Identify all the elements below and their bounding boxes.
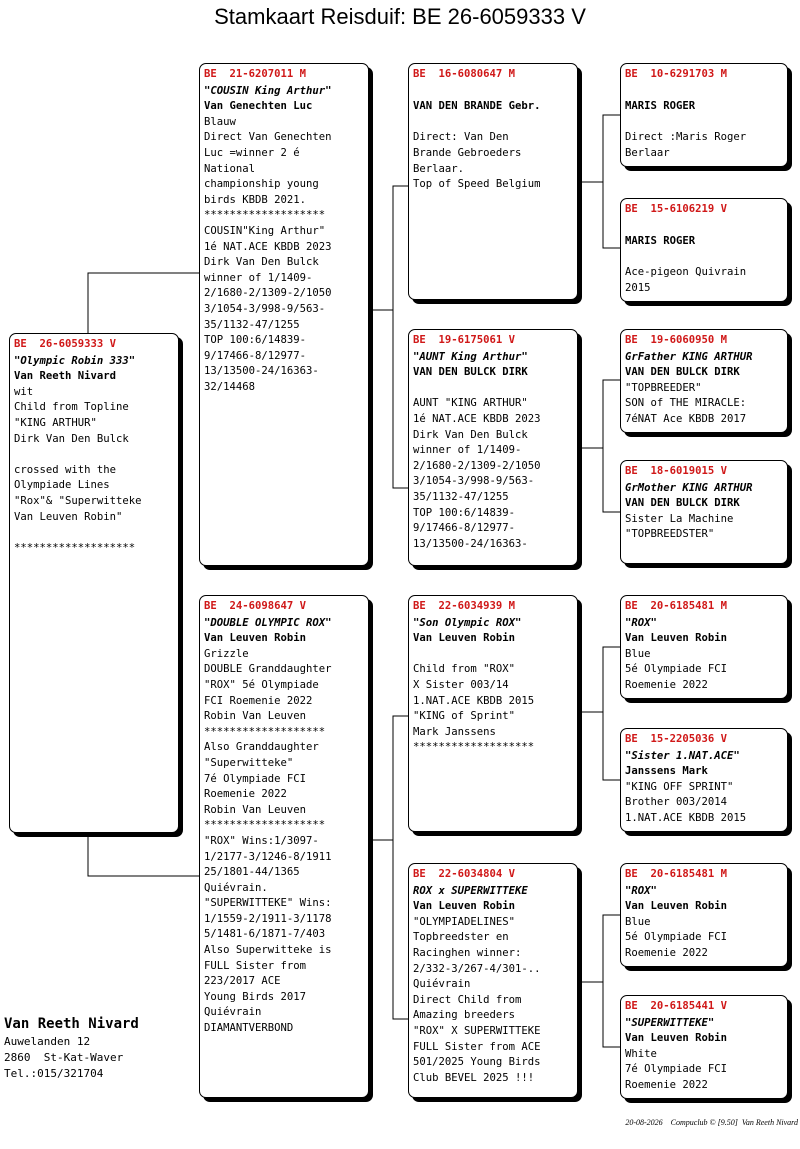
detail-line: Child from "ROX" <box>413 663 516 676</box>
detail-line: ROX x SUPERWITTEKE <box>413 884 528 897</box>
detail-line: winner of 1/1409- <box>204 271 313 284</box>
detail-line: 35/1132-47/1255 <box>413 490 509 503</box>
detail-line: "ROX" Wins:1/3097- <box>204 834 319 847</box>
detail-line: "AUNT King Arthur" <box>413 350 528 363</box>
detail-line: 5é Olympiade FCI <box>625 931 728 944</box>
detail-line: Direct: Van Den <box>413 131 509 144</box>
detail-line: Dirk Van Den Bulck <box>14 432 129 445</box>
detail-line: 9/17466-8/12977- <box>413 522 516 535</box>
detail-line: 7éNAT Ace KBDB 2017 <box>625 412 747 425</box>
ring-number: BE 20-6185481 M <box>625 868 728 880</box>
owner-street: Auwelanden 12 <box>4 1035 91 1048</box>
pigeon-details <box>625 616 783 694</box>
ring-number: BE 24-6098647 V <box>204 600 307 612</box>
ring-number: BE 20-6185481 M <box>625 600 728 612</box>
detail-line: MARIS ROGER <box>625 235 696 248</box>
detail-line: "Olympic Robin 333" <box>14 354 136 367</box>
detail-line: Van Leuven Robin <box>625 900 728 913</box>
grandmother-maternal-card <box>408 863 578 1098</box>
detail-line: Also Granddaughter <box>204 741 319 754</box>
detail-line: "OLYMPIADELINES" <box>413 915 516 928</box>
pigeon-details <box>625 1016 783 1094</box>
detail-line <box>625 219 783 235</box>
detail-line: Berlaar <box>625 146 670 159</box>
detail-line: ******************* <box>413 741 535 754</box>
detail-line: 5é Olympiade FCI <box>625 663 728 676</box>
great-grandparent-card <box>620 595 788 699</box>
detail-line: "ROX" <box>625 884 657 897</box>
great-grandparent-card <box>620 198 788 302</box>
detail-line: Ace-pigeon Quivrain <box>625 266 747 279</box>
detail-line <box>625 115 783 131</box>
detail-line: Blue <box>625 647 651 660</box>
detail-line: ******************* <box>204 209 326 222</box>
detail-line <box>413 115 573 131</box>
detail-line: Robin Van Leuven <box>204 710 307 723</box>
ring-number: BE 15-2205036 V <box>625 733 728 745</box>
detail-line: 1.NAT.ACE KBDB 2015 <box>413 694 535 707</box>
footer-credit: 20-08-2026 Compuclub © [9.50] Van Reeth Nivard <box>625 1118 798 1127</box>
detail-line: "KING OFF SPRINT" <box>625 780 734 793</box>
ring-number: BE 19-6175061 V <box>413 334 516 346</box>
detail-line: 13/13500-24/16363- <box>413 537 528 550</box>
detail-line: ******************* <box>204 725 326 738</box>
detail-line: Amazing breeders <box>413 1009 516 1022</box>
detail-line: 35/1132-47/1255 <box>204 318 300 331</box>
pigeon-details <box>625 481 783 543</box>
page-title: Stamkaart Reisduif: BE 26-6059333 V <box>214 4 586 29</box>
detail-line: Quiévrain <box>204 1006 262 1019</box>
detail-line: Sister La Machine <box>625 512 734 525</box>
detail-line: Also Superwitteke is <box>204 944 332 957</box>
detail-line: "KING of Sprint" <box>413 710 516 723</box>
detail-line: "DOUBLE OLYMPIC ROX" <box>204 616 332 629</box>
pigeon-details <box>625 219 783 297</box>
detail-line: ******************* <box>204 819 326 832</box>
pigeon-details <box>204 84 364 396</box>
detail-line: Janssens Mark <box>625 765 708 778</box>
detail-line: Child from Topline <box>14 401 129 414</box>
detail-line: 2015 <box>625 281 651 294</box>
ring-number: BE 10-6291703 M <box>625 68 728 80</box>
detail-line: DIAMANTVERBOND <box>204 1022 294 1035</box>
subject-pigeon-card <box>9 333 179 833</box>
detail-line: Olympiade Lines <box>14 479 110 492</box>
detail-line: FCI Roemenie 2022 <box>204 694 313 707</box>
detail-line: 13/13500-24/16363- <box>204 365 319 378</box>
detail-line: VAN DEN BRANDE Gebr. <box>413 100 541 113</box>
detail-line: VAN DEN BULCK DIRK <box>625 497 740 510</box>
detail-line: crossed with the <box>14 463 117 476</box>
detail-line <box>625 84 783 100</box>
detail-line: Berlaar. <box>413 162 465 175</box>
detail-line: "ROX" X SUPERWITTEKE <box>413 1024 541 1037</box>
ring-number: BE 22-6034804 V <box>413 868 516 880</box>
detail-line: "Superwitteke" <box>204 756 294 769</box>
detail-line: FULL Sister from ACE <box>413 1040 541 1053</box>
ring-number: BE 18-6019015 V <box>625 465 728 477</box>
great-grandparent-card <box>620 460 788 564</box>
detail-line: Robin Van Leuven <box>204 803 307 816</box>
detail-line: VAN DEN BULCK DIRK <box>625 366 740 379</box>
detail-line: Roemenie 2022 <box>625 1078 708 1091</box>
detail-line: 1é NAT.ACE KBDB 2023 <box>413 412 541 425</box>
detail-line: Van Reeth Nivard <box>14 370 117 383</box>
detail-line <box>413 647 573 663</box>
ring-number: BE 22-6034939 M <box>413 600 516 612</box>
detail-line: Grizzle <box>204 647 249 660</box>
detail-line: winner of 1/1409- <box>413 444 522 457</box>
detail-line: Quiévrain <box>413 978 471 991</box>
detail-line: Racinghen winner: <box>413 946 522 959</box>
detail-line: "Rox"& "Superwitteke <box>14 494 142 507</box>
pigeon-details <box>625 84 783 162</box>
detail-line: 9/17466-8/12977- <box>204 349 307 362</box>
detail-line: "Son Olympic ROX" <box>413 616 522 629</box>
detail-line: "SUPERWITTEKE" <box>625 1016 715 1029</box>
detail-line: Roemenie 2022 <box>625 946 708 959</box>
great-grandparent-card <box>620 863 788 967</box>
detail-line: Quiévrain. <box>204 881 268 894</box>
detail-line: 25/1801-44/1365 <box>204 866 300 879</box>
detail-line <box>14 525 174 541</box>
detail-line <box>625 250 783 266</box>
detail-line: White <box>625 1047 657 1060</box>
pigeon-details <box>413 616 573 756</box>
pigeon-details <box>625 884 783 962</box>
ring-number: BE 21-6207011 M <box>204 68 307 80</box>
detail-line: 1é NAT.ACE KBDB 2023 <box>204 240 332 253</box>
detail-line: "COUSIN King Arthur" <box>204 84 332 97</box>
detail-line: 2/1680-2/1309-2/1050 <box>413 459 541 472</box>
pigeon-details <box>413 350 573 553</box>
detail-line: 7é Olympiade FCI <box>204 772 307 785</box>
owner-phone: Tel.:015/321704 <box>4 1067 104 1080</box>
detail-line: MARIS ROGER <box>625 100 696 113</box>
owner-address <box>4 1014 139 1082</box>
detail-line: "KING ARTHUR" <box>14 416 97 429</box>
detail-line: Blauw <box>204 115 236 128</box>
detail-line: 223/2017 ACE <box>204 975 281 988</box>
pigeon-details <box>625 749 783 827</box>
detail-line: Blue <box>625 915 651 928</box>
detail-line: 1.NAT.ACE KBDB 2015 <box>625 811 747 824</box>
great-grandparent-card <box>620 63 788 167</box>
detail-line: Roemenie 2022 <box>204 788 287 801</box>
detail-line: birds KBDB 2021. <box>204 193 307 206</box>
detail-line: AUNT "KING ARTHUR" <box>413 397 528 410</box>
detail-line: "TOPBREEDER" <box>625 381 702 394</box>
detail-line: Young Birds 2017 <box>204 990 307 1003</box>
detail-line: 7é Olympiade FCI <box>625 1063 728 1076</box>
great-grandparent-card <box>620 728 788 832</box>
pigeon-details <box>413 884 573 1087</box>
father-card <box>199 63 369 566</box>
detail-line: GrFather KING ARTHUR <box>625 350 753 363</box>
detail-line: Van Leuven Robin" <box>14 510 123 523</box>
detail-line: X Sister 003/14 <box>413 678 509 691</box>
great-grandparent-card <box>620 995 788 1099</box>
detail-line: Brother 003/2014 <box>625 796 728 809</box>
detail-line: VAN DEN BULCK DIRK <box>413 366 528 379</box>
pigeon-details <box>625 350 783 428</box>
detail-line: FULL Sister from <box>204 959 307 972</box>
detail-line: 3/1054-3/998-9/563- <box>204 302 326 315</box>
owner-name: Van Reeth Nivard <box>4 1016 139 1032</box>
detail-line: 1/1559-2/1911-3/1178 <box>204 912 332 925</box>
detail-line: GrMother KING ARTHUR <box>625 481 753 494</box>
detail-line: wit <box>14 385 34 398</box>
detail-line: TOP 100:6/14839- <box>204 334 307 347</box>
detail-line: 501/2025 Young Birds <box>413 1056 541 1069</box>
detail-line: 5/1481-6/1871-7/403 <box>204 928 326 941</box>
detail-line: National <box>204 162 256 175</box>
detail-line: 32/14468 <box>204 380 256 393</box>
detail-line: Van Leuven Robin <box>413 632 516 645</box>
ring-number: BE 20-6185441 V <box>625 1000 728 1012</box>
detail-line: 1/2177-3/1246-8/1911 <box>204 850 332 863</box>
ring-number: BE 15-6106219 V <box>625 203 728 215</box>
detail-line: ******************* <box>14 541 136 554</box>
detail-line: "ROX" 5é Olympiade <box>204 678 319 691</box>
detail-line: DOUBLE Granddaughter <box>204 663 332 676</box>
detail-line: Van Leuven Robin <box>625 632 728 645</box>
detail-line: "Sister 1.NAT.ACE" <box>625 749 740 762</box>
great-grandparent-card <box>620 329 788 433</box>
pigeon-details <box>204 616 364 1037</box>
detail-line: Direct Child from <box>413 993 522 1006</box>
detail-line: "SUPERWITTEKE" Wins: <box>204 897 332 910</box>
detail-line: 2/332-3/267-4/301-.. <box>413 962 541 975</box>
detail-line: COUSIN"King Arthur" <box>204 224 326 237</box>
detail-line: championship young <box>204 178 319 191</box>
owner-city: 2860 St-Kat-Waver <box>4 1051 124 1064</box>
ring-number: BE 26-6059333 V <box>14 338 117 350</box>
detail-line: Mark Janssens <box>413 725 496 738</box>
detail-line: Van Leuven Robin <box>625 1032 728 1045</box>
detail-line <box>413 84 573 100</box>
detail-line: Van Genechten Luc <box>204 100 313 113</box>
detail-line <box>413 381 573 397</box>
detail-line: Brande Gebroeders <box>413 146 522 159</box>
grandmother-paternal-card <box>408 329 578 566</box>
detail-line: "TOPBREEDSTER" <box>625 528 715 541</box>
detail-line: Top of Speed Belgium <box>413 178 541 191</box>
detail-line: Luc =winner 2 é <box>204 146 300 159</box>
detail-line: SON of THE MIRACLE: <box>625 397 747 410</box>
detail-line: "ROX" <box>625 616 657 629</box>
detail-line <box>14 447 174 463</box>
pigeon-details <box>14 354 174 557</box>
detail-line: Dirk Van Den Bulck <box>204 256 319 269</box>
detail-line: TOP 100:6/14839- <box>413 506 516 519</box>
detail-line: Van Leuven Robin <box>413 900 516 913</box>
detail-line: Direct :Maris Roger <box>625 131 747 144</box>
ring-number: BE 19-6060950 M <box>625 334 728 346</box>
detail-line: Club BEVEL 2025 !!! <box>413 1071 535 1084</box>
detail-line: 2/1680-2/1309-2/1050 <box>204 287 332 300</box>
grandfather-maternal-card <box>408 595 578 832</box>
detail-line: Direct Van Genechten <box>204 131 332 144</box>
mother-card <box>199 595 369 1098</box>
detail-line: 3/1054-3/998-9/563- <box>413 475 535 488</box>
detail-line: Topbreedster en <box>413 931 509 944</box>
pigeon-details <box>413 84 573 193</box>
grandfather-paternal-card <box>408 63 578 300</box>
detail-line: Dirk Van Den Bulck <box>413 428 528 441</box>
ring-number: BE 16-6080647 M <box>413 68 516 80</box>
detail-line: Van Leuven Robin <box>204 632 307 645</box>
detail-line: Roemenie 2022 <box>625 678 708 691</box>
